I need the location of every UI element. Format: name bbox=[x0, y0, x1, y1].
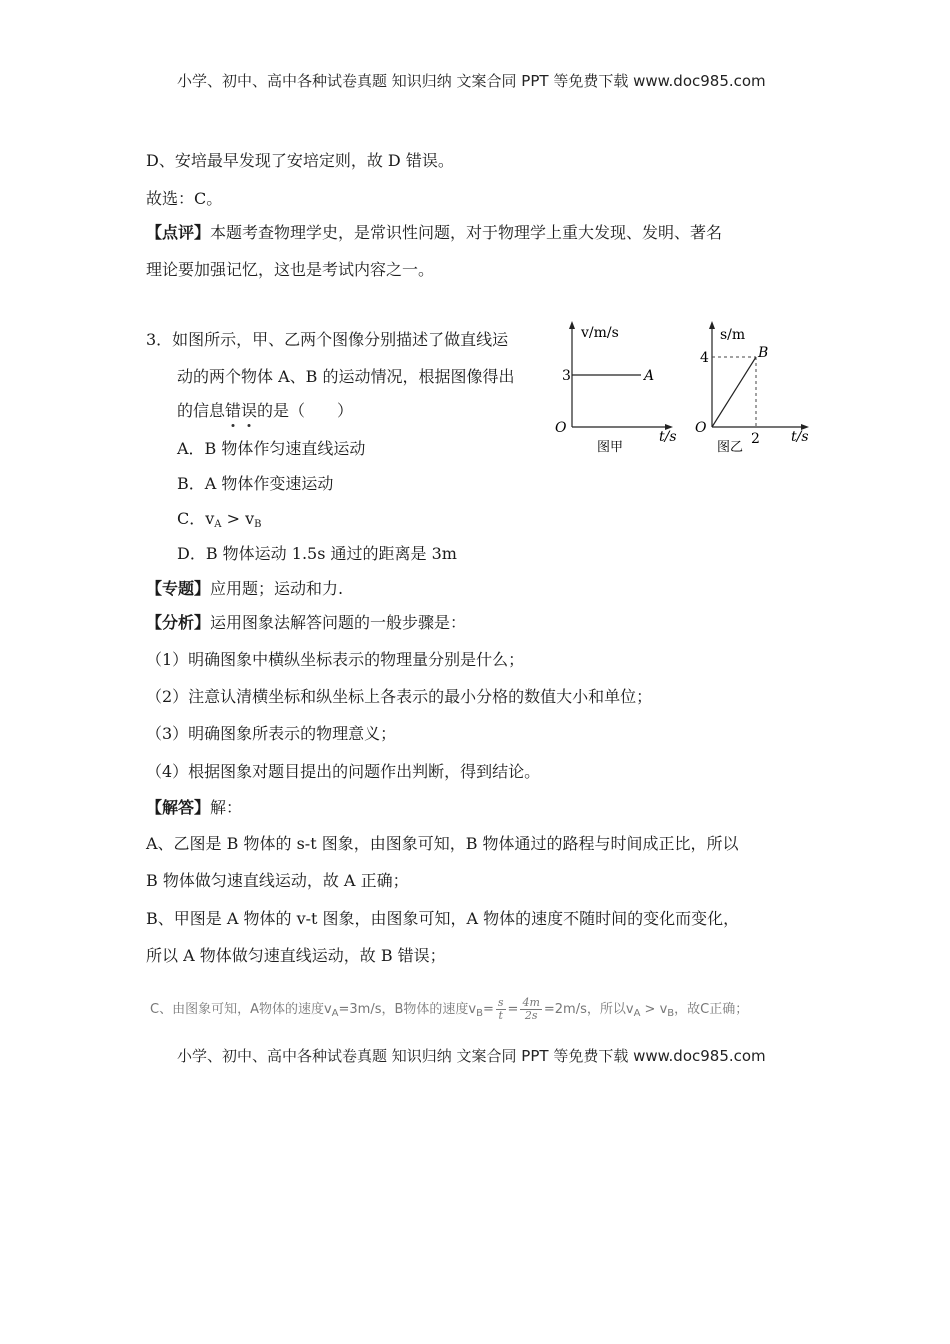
solution-tag: 【解答】 bbox=[146, 798, 211, 817]
graph-yi-tick-2: 2 bbox=[751, 431, 760, 447]
topic-tag: 【专题】 bbox=[146, 579, 211, 598]
emphasis-char-1: 错 bbox=[225, 401, 241, 420]
solution-a-line-2: B 物体做匀速直线运动，故 A 正确； bbox=[146, 871, 409, 890]
option-b: B．A 物体作变速运动 bbox=[177, 474, 334, 493]
comment-tag: 【点评】 bbox=[146, 223, 211, 242]
option-c: C．$v_A > v_B$ bbox=[177, 509, 262, 530]
question-line-3-pre: 的信息 bbox=[177, 401, 226, 420]
graph-yi-caption: 图乙 bbox=[717, 440, 744, 455]
question-line-2: 动的两个物体 A、B 的运动情况，根据图像得出 bbox=[177, 367, 515, 386]
option-d-explanation: D、安培最早发现了安培定则，故 D 错误。 bbox=[146, 151, 454, 170]
analysis-step-2: （2）注意认清横坐标和纵坐标上各表示的最小分格的数值大小和单位； bbox=[146, 687, 653, 706]
topic-line bbox=[146, 576, 343, 599]
question-line-3-post: 的是（ ） bbox=[257, 401, 354, 420]
emphasis-char-2: 误 bbox=[241, 401, 257, 420]
analysis-tag: 【分析】 bbox=[146, 613, 211, 632]
graph-jia-y-arrow bbox=[569, 321, 575, 329]
answer-line: 故选：C。 bbox=[146, 189, 223, 208]
solution-line bbox=[146, 795, 242, 818]
solution-a-line-1: A、乙图是 B 物体的 s-t 图象，由图象可知，B 物体通过的路程与时间成正比，所以 bbox=[146, 834, 739, 853]
fraction-s-over-t: $\frac{s}{t}$ bbox=[497, 996, 504, 1022]
comment-line-2: 理论要加强记忆，这也是考试内容之一。 bbox=[146, 260, 435, 279]
solution-text: 解： bbox=[210, 798, 243, 817]
graph-yi-y-arrow bbox=[709, 321, 715, 329]
analysis-text: 运用图象法解答问题的一般步骤是： bbox=[210, 613, 467, 632]
option-a: A．B 物体作匀速直线运动 bbox=[177, 439, 366, 458]
graph-yi-label-b: B bbox=[758, 345, 769, 361]
analysis-line bbox=[146, 610, 466, 633]
comment-text-1: 本题考查物理学史，是常识性问题，对于物理学上重大发现、发明、著名 bbox=[210, 223, 723, 242]
analysis-step-3: （3）明确图象所表示的物理意义； bbox=[146, 724, 397, 743]
graph-jia bbox=[555, 315, 685, 465]
graph-jia-tick-3: 3 bbox=[562, 368, 571, 384]
option-d: D．B 物体运动 1.5s 通过的距离是 3m bbox=[177, 544, 457, 563]
solution-c-line: C、由图象可知，A物体的速度$v_A=3m/s$，B物体的速度$v_B=$ $\frac{s}{t}$ = $\frac{4m}{2s}$ =2m/s，所以$v_A > v_B$，故C正确； bbox=[150, 996, 749, 1022]
graph-jia-caption: 图甲 bbox=[597, 440, 624, 455]
graph-yi-line-b bbox=[712, 357, 756, 427]
analysis-step-1: （1）明确图象中横纵坐标表示的物理量分别是什么； bbox=[146, 650, 525, 669]
question-line-3 bbox=[177, 398, 353, 421]
question-line-1: 3．如图所示，甲、乙两个图像分别描述了做直线运 bbox=[146, 330, 509, 349]
graph-yi-y-label: s/m bbox=[720, 327, 746, 343]
graph-jia-x-label: t/s bbox=[659, 429, 677, 445]
graph-yi-x-label: t/s bbox=[791, 429, 809, 445]
graph-yi-origin: O bbox=[695, 420, 707, 436]
solution-b-line-1: B、甲图是 A 物体的 v-t 图象，由图象可知，A 物体的速度不随时间的变化而变化， bbox=[146, 909, 740, 928]
page-footer: 小学、初中、高中各种试卷真题 知识归纳 文案合同 PPT 等免费下载 www.doc985.com bbox=[177, 1047, 766, 1065]
graph-yi bbox=[695, 315, 820, 465]
fraction-4m-over-2s: $\frac{4m}{2s}$ bbox=[522, 996, 540, 1022]
page-header: 小学、初中、高中各种试卷真题 知识归纳 文案合同 PPT 等免费下载 www.doc985.com bbox=[177, 72, 766, 90]
graph-jia-label-a: A bbox=[644, 368, 655, 384]
solution-b-line-2: 所以 A 物体做匀速直线运动，故 B 错误； bbox=[146, 946, 446, 965]
analysis-step-4: （4）根据图象对题目提出的问题作出判断，得到结论。 bbox=[146, 762, 541, 781]
graph-jia-y-label: v/m/s bbox=[581, 325, 619, 341]
graph-jia-origin: O bbox=[555, 420, 567, 436]
topic-text: 应用题；运动和力. bbox=[210, 579, 344, 598]
comment-line-1 bbox=[146, 220, 722, 243]
graph-yi-tick-4: 4 bbox=[700, 350, 709, 366]
